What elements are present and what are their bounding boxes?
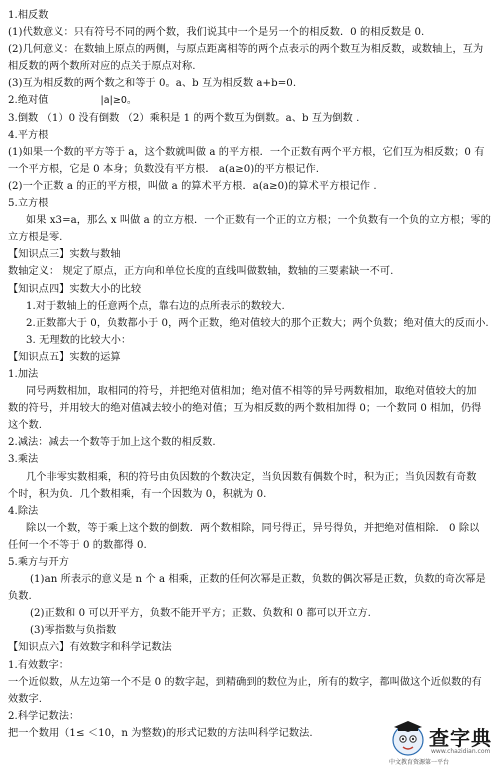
logo-tagline: 中文教育资源第一平台: [389, 759, 450, 766]
heading-scientific-notation: 2.科学记数法：: [8, 710, 80, 722]
paragraph-line: 立方根是零.: [8, 232, 63, 244]
paragraph-line: (2)一个正数 a 的正的平方根，叫做 a 的算术平方根．a(a≥0)的算术平方根记作 .: [8, 180, 377, 192]
paragraph-line: 数的符号，并用较大的绝对值减去较小的绝对值；互为相反数的两个数相加得 0；一个数同 0 相加，仍得: [8, 403, 482, 415]
paragraph-line: (3)零指数与负指数: [30, 625, 117, 637]
paragraph-line: 数轴定义： 规定了原点，正方向和单位长度的直线叫做数轴，数轴的三要素缺一不可.: [8, 266, 394, 278]
heading-subtraction: 2.减法：减去一个数等于加上这个数的相反数.: [8, 437, 216, 449]
knowledge-point-heading: 【知识点三】实数与数轴: [8, 249, 121, 261]
absolute-value-formula: |a|≥0。: [100, 95, 137, 107]
paragraph-line: 几个非零实数相乘，积的符号由负因数的个数决定，当负因数有偶数个时，积为正；当负因数有奇数: [26, 471, 477, 483]
heading-square-root: 4.平方根: [8, 129, 49, 141]
paragraph-line: (1)如果一个数的平方等于 a，这个数就叫做 a 的平方根．一个正数有两个平方根，它们互为相反数；0 有: [8, 146, 485, 158]
heading-addition: 1.加法: [8, 368, 39, 380]
heading-opposite-number: 1.相反数: [8, 10, 49, 21]
heading-absolute-value: [8, 92, 496, 109]
knowledge-point-heading: 【知识点六】有效数字和科学记数法: [8, 642, 172, 654]
paragraph-line: (2)正数和 0 可以开平方，负数不能开平方；正数、负数和 0 都可以开立方.: [30, 608, 371, 620]
knowledge-point-heading: 【知识点五】实数的运算: [8, 351, 121, 363]
knowledge-point-heading: 【知识点四】实数大小的比较: [8, 283, 142, 295]
paragraph-line: 同号两数相加，取相同的符号，并把绝对值相加；绝对值不相等的异号两数相加，取绝对值较大的加: [26, 386, 477, 398]
paragraph-line: 除以一个数，等于乘上这个数的倒数．两个数相除，同号得正，异号得负，并把绝对值相除． 0 除以: [26, 522, 480, 534]
paragraph-line: 一个近似数，从左边第一个不是 0 的数字起，到精确到的数位为止，所有的数字，都叫做这个近似数的有: [8, 676, 482, 688]
absolute-value-label: 2.绝对值: [8, 95, 49, 107]
paragraph-line: 把一个数用（1≤ ＜10，n 为整数)的形式记数的方法叫科学记数法.: [8, 727, 313, 739]
paragraph-line: 个时，积为负．几个数相乘，有一个因数为 0，积就为 0.: [8, 488, 267, 500]
list-item: 1.对于数轴上的任意两个点，靠右边的点所表示的数较大.: [26, 300, 285, 312]
heading-division: 4.除法: [8, 505, 39, 517]
paragraph-line: 任何一个不等于 0 的数都得 0.: [8, 539, 147, 551]
paragraph-line: 相反数的两个数所对应的点关于原点对称.: [8, 61, 196, 73]
logo-brand-text: 查字典: [429, 726, 492, 750]
heading-multiplication: 3.乘法: [8, 454, 39, 466]
heading-cube-root: 5.立方根: [8, 198, 49, 210]
paragraph-line: (2)几何意义：在数轴上原点的两侧，与原点距离相等的两个点表示的两个数互为相反数，或数轴上，互为: [8, 44, 484, 56]
heading-significant-figures: 1.有效数字：: [8, 659, 70, 671]
paragraph-line: (1)代数意义：只有符号不同的两个数，我们说其中一个是另一个的相反数．0 的相反数是 0.: [8, 27, 425, 39]
paragraph-line: 效数字.: [8, 693, 43, 705]
paragraph-line: 负数.: [8, 591, 32, 603]
paragraph-line: 一个平方根，它是 0 本身；负数没有平方根． a(a≥0)的平方根记作.: [8, 163, 320, 175]
watermark-logo: [389, 720, 499, 766]
heading-power-and-root: 5.乘方与开方: [8, 557, 70, 568]
document-body: [8, 7, 496, 742]
paragraph-line: (1)an 所表示的意义是 n 个 a 相乘，正数的任何次幂是正数，负数的偶次幂是正数，负数的奇次幂是: [30, 574, 486, 586]
paragraph-line: 这个数.: [8, 420, 43, 432]
paragraph-line: 如果 x3=a，那么 x 叫做 a 的立方根．一个正数有一个正的立方根；一个负数有一个负的立方根；零的: [26, 215, 491, 227]
mascot-icon: [389, 720, 427, 758]
list-item: 2.正数都大于 0，负数都小于 0，两个正数，绝对值较大的那个正数大；两个负数；绝对值大的反而小.: [26, 317, 489, 329]
logo-url-text: www.chazidian.com: [431, 748, 491, 755]
list-item: 3. 无理数的比较大小：: [26, 334, 132, 346]
paragraph-line: (3)互为相反数的两个数之和等于 0。a、b 互为相反数 a+b=0.: [8, 78, 297, 90]
heading-reciprocal: 3.倒数 （1）0 没有倒数 （2）乘积是 1 的两个数互为倒数。a、b 互为倒数 .: [8, 112, 360, 124]
